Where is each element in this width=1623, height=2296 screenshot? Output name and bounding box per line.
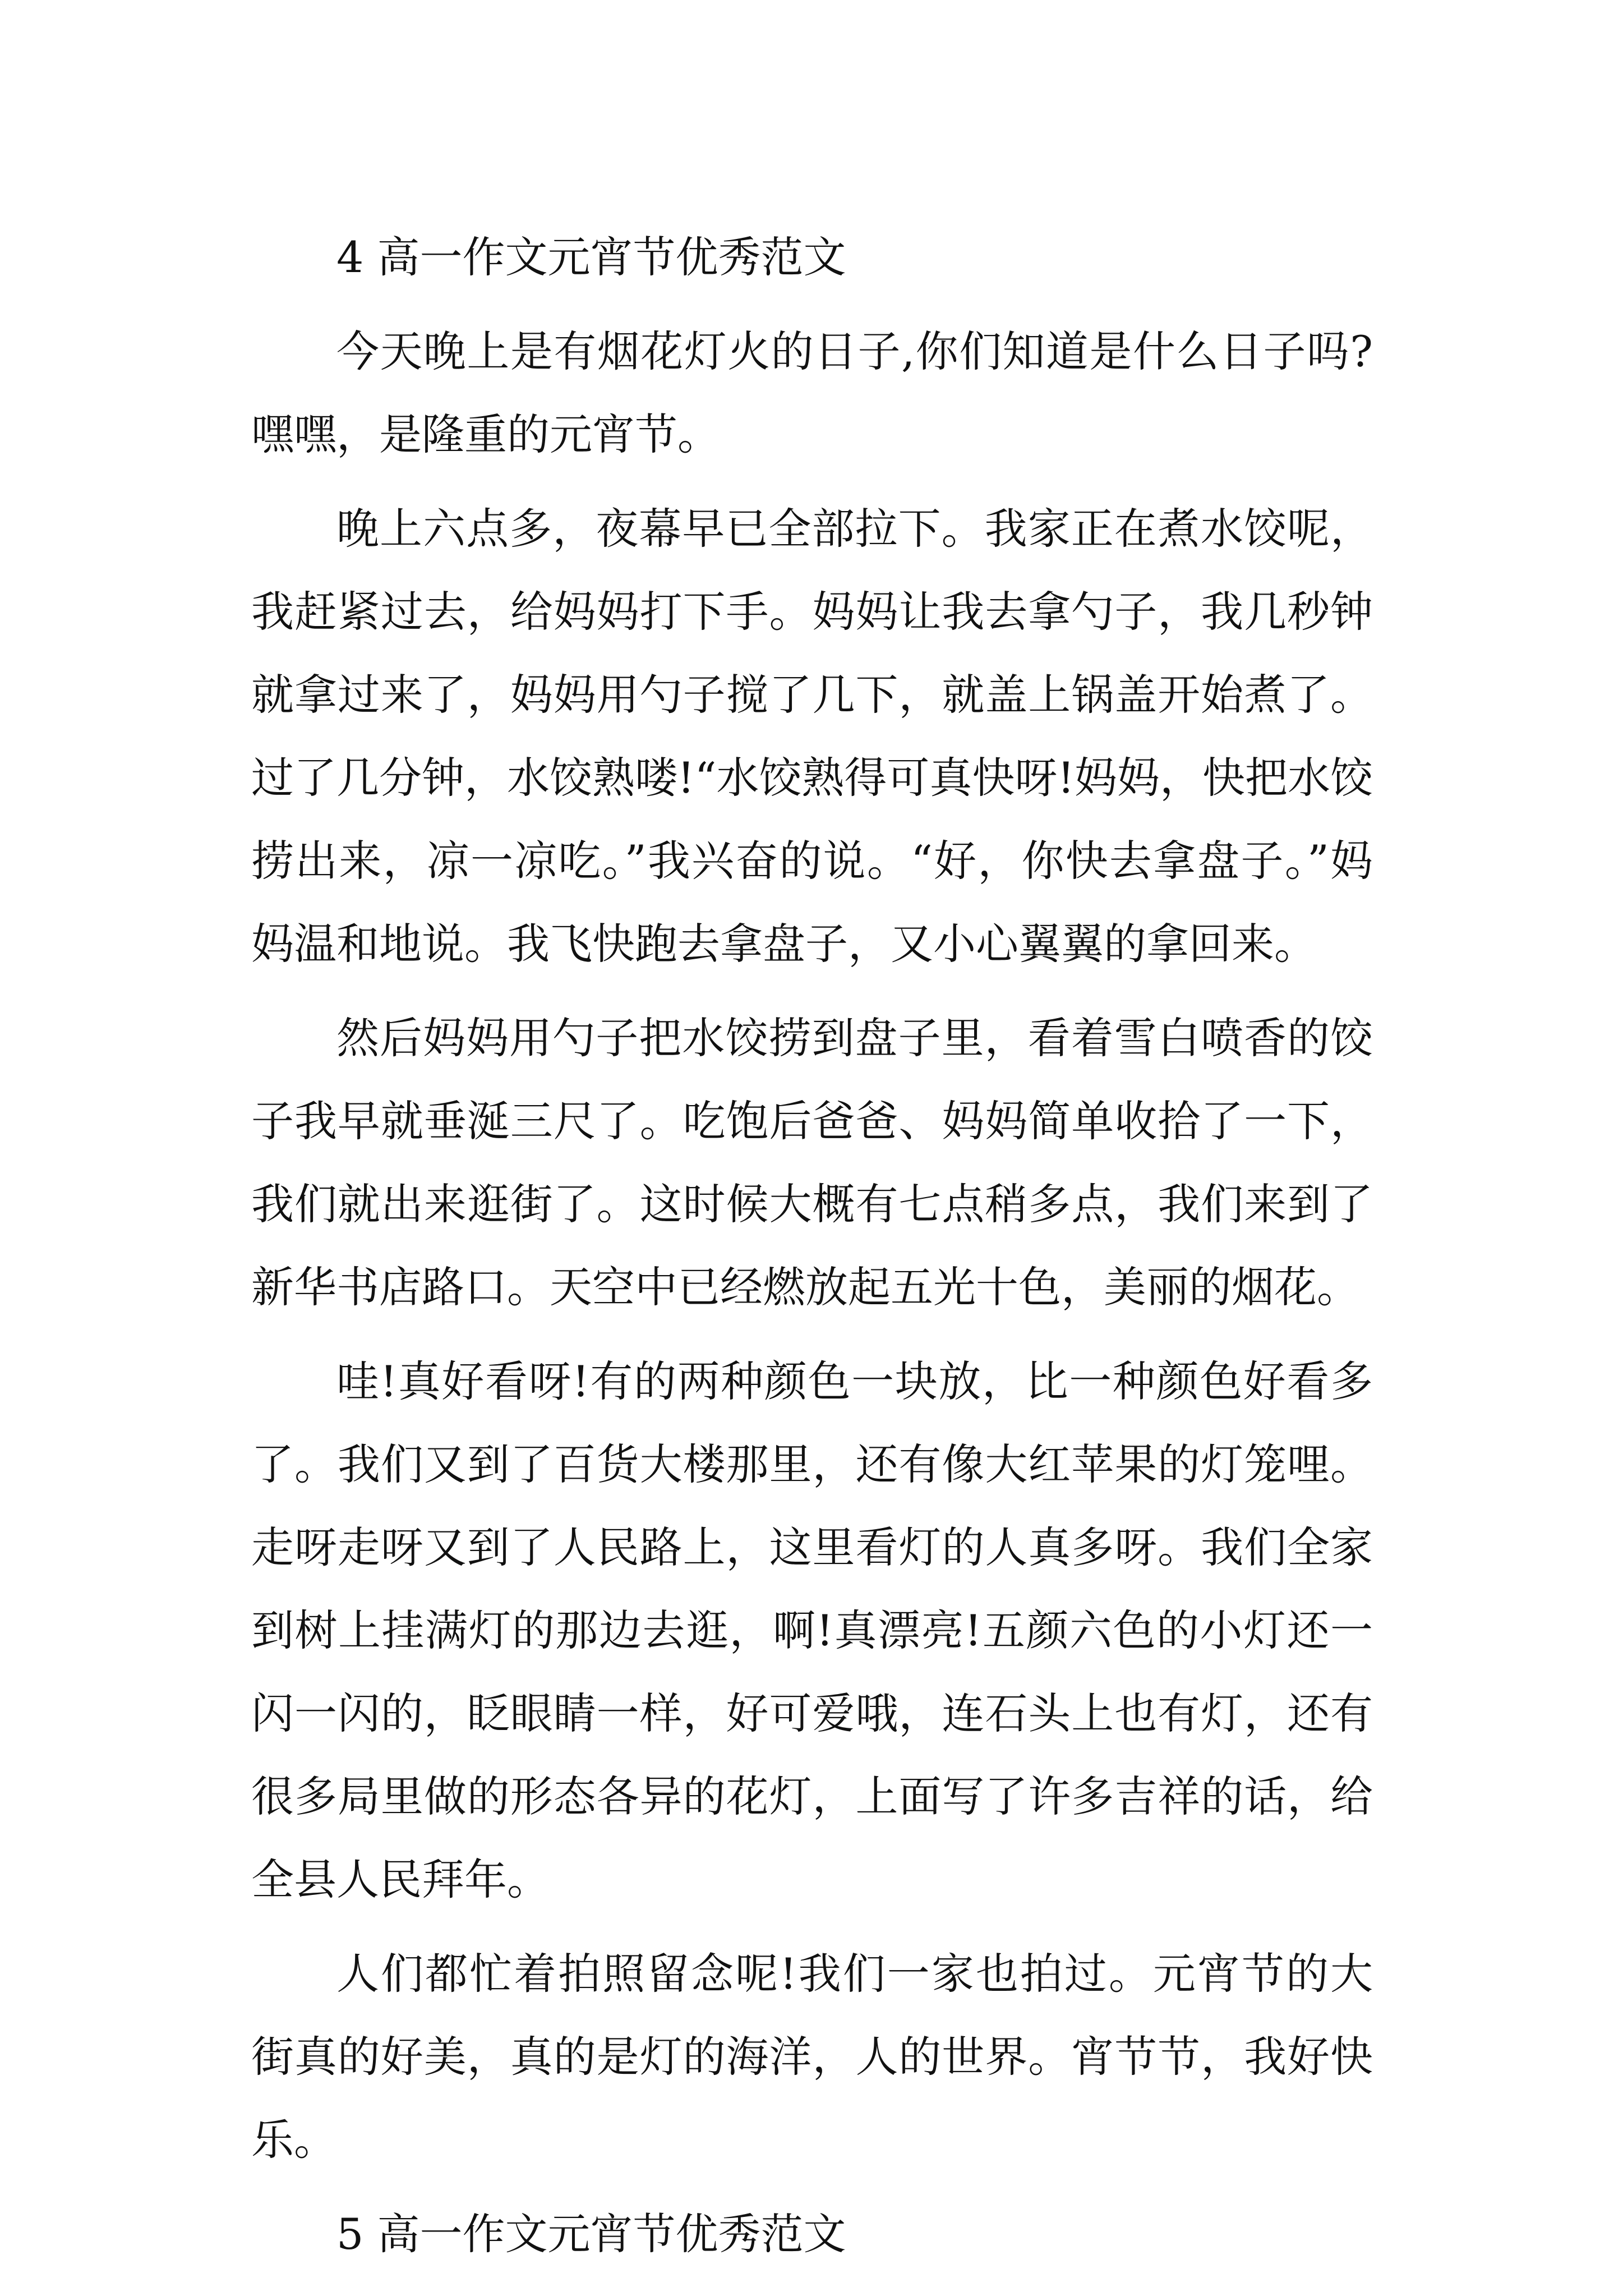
paragraph-3: 然后妈妈用勺子把水饺捞到盘子里，看着雪白喷香的饺子我早就垂涎三尺了。吃饱后爸爸、妈妈简单收拾了一下，我们就出来逛街了。这时候大概有七点稍多点，我们来到了新华书店路口。天空中已经燃放起五光十色，美丽的烟花。 xyxy=(251,1013,1373,1312)
document-body xyxy=(251,216,1373,2276)
paragraph-2: 晚上六点多，夜幕早已全部拉下。我家正在煮水饺呢，我赶紧过去，给妈妈打下手。妈妈让我去拿勺子，我几秒钟就拿过来了，妈妈用勺子搅了几下，就盖上锅盖开始煮了。过了几分钟，水饺熟喽!“水饺熟得可真快呀!妈妈，快把水饺捞出来，凉一凉吃。”我兴奋的说。“好，你快去拿盘子。”妈妈温和地说。我飞快跑去拿盘子，又小心翼翼的拿回来。 xyxy=(251,504,1373,969)
paragraph-5: 人们都忙着拍照留念呢!我们一家也拍过。元宵节的大街真的好美，真的是灯的海洋，人的世界。宵节节，我好快乐。 xyxy=(251,1949,1373,2165)
paragraph-4: 哇!真好看呀!有的两种颜色一块放，比一种颜色好看多了。我们又到了百货大楼那里，还有像大红苹果的灯笼哩。走呀走呀又到了人民路上，这里看灯的人真多呀。我们全家到树上挂满灯的那边去逛，啊!真漂亮!五颜六色的小灯还一闪一闪的，眨眼睛一样，好可爱哦，连石头上也有灯，还有很多局里做的形态各异的花灯，上面写了许多吉祥的话，给全县人民拜年。 xyxy=(251,1356,1373,1904)
essay-heading-4: 4 高一作文元宵节优秀范文 xyxy=(336,232,846,282)
paragraph-1: 今天晚上是有烟花灯火的日子,你们知道是什么日子吗?嘿嘿，是隆重的元宵节。 xyxy=(251,326,1373,459)
essay-heading-5: 5 高一作文元宵节优秀范文 xyxy=(336,2209,846,2259)
